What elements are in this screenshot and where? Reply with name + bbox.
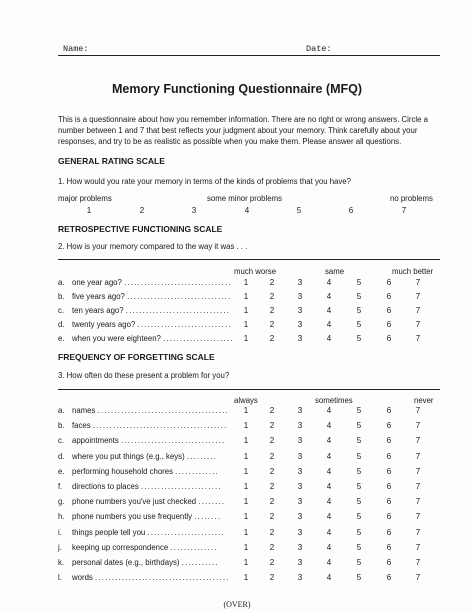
item-text: appointments: [72, 436, 119, 446]
item-label: [72, 452, 217, 461]
freq-question: 3. How often do these present a problem for you?: [58, 371, 230, 380]
scale-option[interactable]: 6: [386, 512, 392, 522]
leader-dots: .........: [186, 451, 218, 461]
scale-option[interactable]: 1: [243, 436, 249, 446]
scale-option[interactable]: 5: [356, 558, 362, 567]
general-option[interactable]: 6: [348, 206, 354, 215]
date-label: Date:: [306, 44, 332, 54]
retro-anchor-left: much worse: [234, 267, 277, 276]
item-label: [72, 573, 230, 582]
item-label: [72, 292, 231, 301]
retro-row: [0, 278, 474, 292]
scale-option[interactable]: 6: [386, 573, 392, 583]
scale-option[interactable]: 3: [297, 497, 303, 507]
item-text: names: [72, 406, 96, 415]
freq-anchor-right: never: [414, 396, 434, 405]
leader-dots: .....................: [163, 334, 234, 343]
scale-option[interactable]: 5: [356, 542, 362, 552]
item-letter: g.: [58, 497, 65, 507]
scale-option[interactable]: 7: [415, 320, 421, 329]
scale-option[interactable]: 3: [297, 292, 303, 301]
scale-option[interactable]: 2: [269, 421, 275, 431]
item-text: keeping up correspondence: [72, 542, 169, 552]
retro-row: [0, 292, 474, 306]
freq-row: [0, 482, 474, 496]
scale-option[interactable]: 2: [269, 466, 275, 476]
freq-rule: [58, 389, 440, 390]
scale-option[interactable]: 7: [415, 558, 421, 567]
scale-option[interactable]: 3: [297, 512, 303, 522]
item-letter: b.: [58, 292, 65, 301]
general-scale: [0, 206, 474, 220]
scale-option[interactable]: 3: [297, 451, 303, 461]
item-label: [72, 436, 225, 445]
general-anchor-left: major problems: [58, 194, 112, 203]
item-letter: c.: [58, 436, 65, 446]
general-option[interactable]: 2: [139, 206, 145, 215]
item-text: performing household chores: [72, 466, 173, 476]
scale-option[interactable]: 5: [356, 421, 362, 431]
scale-option[interactable]: 1: [243, 451, 249, 461]
item-label: [72, 320, 232, 329]
leader-dots: .......................................: [97, 406, 229, 415]
intro-line-3: responses, and try to be as realistic as possible when you make them. Please answer all questions.: [58, 137, 402, 146]
scale-option[interactable]: 1: [243, 512, 249, 522]
scale-option[interactable]: 3: [297, 573, 303, 583]
item-text: where you put things (e.g., keys): [72, 451, 185, 461]
scale-option[interactable]: 7: [415, 406, 421, 415]
freq-row: [0, 436, 474, 450]
item-label: [72, 558, 219, 567]
scale-option[interactable]: 3: [297, 421, 303, 431]
scale-option[interactable]: 5: [356, 482, 362, 491]
scale-option[interactable]: 7: [415, 451, 421, 461]
leader-dots: ........: [194, 512, 222, 522]
freq-row: [0, 467, 474, 481]
general-option[interactable]: 3: [191, 206, 197, 215]
scale-option[interactable]: 5: [356, 512, 362, 522]
item-label: [72, 406, 229, 415]
item-label: [72, 528, 225, 537]
retro-heading: RETROSPECTIVE FUNCTIONING SCALE: [58, 224, 223, 234]
scale-option[interactable]: 1: [243, 306, 249, 315]
scale-option[interactable]: 2: [269, 278, 275, 287]
item-letter: h.: [58, 512, 65, 522]
item-text: phone numbers you use frequently: [72, 512, 193, 522]
leader-dots: ................................: [124, 278, 232, 287]
item-letter: l.: [58, 573, 62, 583]
item-letter: a.: [58, 278, 65, 287]
item-letter: f.: [58, 482, 63, 491]
scale-option[interactable]: 4: [326, 558, 332, 567]
item-text: ten years ago?: [72, 306, 124, 315]
footer-over: (OVER): [223, 600, 251, 609]
item-letter: e.: [58, 466, 65, 476]
freq-row: [0, 421, 474, 435]
scale-option[interactable]: 7: [415, 334, 421, 343]
general-option[interactable]: 4: [244, 206, 250, 215]
item-letter: d.: [58, 320, 65, 329]
item-text: faces: [72, 421, 91, 431]
scale-option[interactable]: 6: [386, 278, 392, 287]
scale-option[interactable]: 5: [356, 451, 362, 461]
scale-option[interactable]: 1: [243, 334, 249, 343]
item-label: [72, 278, 232, 287]
scale-option[interactable]: 4: [326, 542, 332, 552]
intro-line-1: This is a questionnaire about how you remember information. There are no right or wrong answers. Circle a: [58, 115, 428, 124]
item-label: [72, 334, 234, 343]
freq-row: [0, 528, 474, 542]
leader-dots: ........................: [140, 482, 222, 491]
retro-row: [0, 320, 474, 334]
scale-option[interactable]: 6: [386, 527, 392, 537]
scale-option[interactable]: 4: [326, 292, 332, 301]
item-text: phone numbers you've just checked: [72, 497, 197, 507]
scale-option[interactable]: 4: [326, 573, 332, 583]
item-text: personal dates (e.g., birthdays): [72, 558, 180, 567]
freq-row: [0, 558, 474, 572]
scale-option[interactable]: 6: [386, 497, 392, 507]
retro-row: [0, 306, 474, 320]
item-text: directions to places: [72, 482, 139, 491]
scale-option[interactable]: 6: [386, 334, 392, 343]
freq-row: [0, 497, 474, 511]
scale-option[interactable]: 1: [243, 527, 249, 537]
scale-option[interactable]: 3: [297, 406, 303, 415]
item-text: things people tell you: [72, 527, 146, 537]
freq-row: [0, 406, 474, 420]
scale-option[interactable]: 1: [243, 558, 249, 567]
scale-option[interactable]: 4: [326, 436, 332, 446]
scale-option[interactable]: 3: [297, 527, 303, 537]
scale-option[interactable]: 7: [415, 512, 421, 522]
scale-option[interactable]: 3: [297, 306, 303, 315]
retro-anchor-right: much better: [392, 267, 434, 276]
leader-dots: ........................................: [92, 421, 228, 431]
scale-option[interactable]: 5: [356, 527, 362, 537]
scale-option[interactable]: 6: [386, 451, 392, 461]
item-letter: a.: [58, 406, 65, 415]
scale-option[interactable]: 5: [356, 497, 362, 507]
item-text: five years ago?: [72, 292, 125, 301]
scale-option[interactable]: 4: [326, 466, 332, 476]
general-option[interactable]: 7: [401, 206, 407, 215]
scale-option[interactable]: 2: [269, 542, 275, 552]
scale-option[interactable]: 4: [326, 406, 332, 415]
item-label: [72, 543, 218, 552]
leader-dots: ............................: [137, 320, 232, 329]
name-label: Name:: [63, 44, 89, 54]
scale-option[interactable]: 7: [415, 573, 421, 583]
freq-row: [0, 573, 474, 587]
scale-option[interactable]: 2: [269, 512, 275, 522]
scale-option[interactable]: 5: [356, 320, 362, 329]
scale-option[interactable]: 6: [386, 482, 392, 491]
scale-option[interactable]: 6: [386, 306, 392, 315]
scale-option[interactable]: 2: [269, 558, 275, 567]
retro-question: 2. How is your memory compared to the way it was . . .: [58, 242, 248, 251]
scale-option[interactable]: 3: [297, 466, 303, 476]
leader-dots: ........: [198, 497, 226, 507]
item-label: [72, 497, 225, 506]
leader-dots: .......................: [147, 527, 225, 537]
item-letter: c.: [58, 306, 65, 315]
item-letter: j.: [58, 542, 62, 552]
leader-dots: ...............................: [127, 292, 232, 301]
item-letter: e.: [58, 334, 65, 343]
scale-option[interactable]: 3: [297, 482, 303, 491]
page-title: Memory Functioning Questionnaire (MFQ): [112, 82, 362, 96]
scale-option[interactable]: 4: [326, 451, 332, 461]
scale-option[interactable]: 6: [386, 320, 392, 329]
scale-option[interactable]: 4: [326, 497, 332, 507]
scale-option[interactable]: 2: [269, 497, 275, 507]
scale-option[interactable]: 7: [415, 527, 421, 537]
scale-option[interactable]: 3: [297, 436, 303, 446]
leader-dots: ..............: [170, 542, 218, 552]
item-label: [72, 306, 230, 315]
retro-row: [0, 334, 474, 348]
leader-dots: ...............................: [125, 306, 231, 315]
item-label: [72, 512, 221, 521]
item-text: when you were eighteen?: [72, 334, 161, 343]
freq-heading: FREQUENCY OF FORGETTING SCALE: [58, 352, 215, 362]
scale-option[interactable]: 7: [415, 292, 421, 301]
scale-option[interactable]: 2: [269, 573, 275, 583]
item-text: one year ago?: [72, 278, 122, 287]
item-text: twenty years ago?: [72, 320, 136, 329]
item-label: [72, 467, 219, 476]
general-heading: GENERAL RATING SCALE: [58, 156, 165, 166]
scale-option[interactable]: 4: [326, 320, 332, 329]
general-anchor-right: no problems: [390, 194, 433, 203]
item-label: [72, 421, 227, 430]
general-question: 1. How would you rate your memory in terms of the kinds of problems that you have?: [58, 177, 351, 186]
scale-option[interactable]: 4: [326, 527, 332, 537]
item-letter: i.: [58, 527, 62, 537]
intro-line-2: number between 1 and 7 that best reflects your judgment about your memory. Think carefully about your: [58, 126, 418, 135]
scale-option[interactable]: 6: [386, 542, 392, 552]
scale-option[interactable]: 3: [297, 558, 303, 567]
scale-option[interactable]: 1: [243, 466, 249, 476]
scale-option[interactable]: 2: [269, 451, 275, 461]
scale-option[interactable]: 2: [269, 334, 275, 343]
freq-row: [0, 543, 474, 557]
item-label: [72, 482, 222, 491]
scale-option[interactable]: 7: [415, 497, 421, 507]
freq-row: [0, 452, 474, 466]
retro-rule: [58, 259, 440, 260]
scale-option[interactable]: 2: [269, 482, 275, 491]
scale-option[interactable]: 6: [386, 421, 392, 431]
scale-option[interactable]: 4: [326, 334, 332, 343]
general-anchor-mid: some minor problems: [207, 194, 282, 203]
scale-option[interactable]: 7: [415, 466, 421, 476]
scale-option[interactable]: 5: [356, 278, 362, 287]
scale-option[interactable]: 1: [243, 292, 249, 301]
scale-option[interactable]: 6: [386, 292, 392, 301]
scale-option[interactable]: 6: [386, 558, 392, 567]
item-letter: b.: [58, 421, 65, 431]
scale-option[interactable]: 7: [415, 421, 421, 431]
scale-option[interactable]: 3: [297, 320, 303, 329]
scale-option[interactable]: 5: [356, 334, 362, 343]
scale-option[interactable]: 1: [243, 497, 249, 507]
scale-option[interactable]: 1: [243, 482, 249, 491]
scale-option[interactable]: 1: [243, 406, 249, 415]
item-text: words: [72, 573, 93, 583]
scale-option[interactable]: 2: [269, 527, 275, 537]
scale-option[interactable]: 6: [386, 436, 392, 446]
scale-option[interactable]: 3: [297, 542, 303, 552]
scale-option[interactable]: 2: [269, 320, 275, 329]
scale-option[interactable]: 7: [415, 542, 421, 552]
general-option[interactable]: 1: [86, 206, 92, 215]
scale-option[interactable]: 7: [415, 436, 421, 446]
scale-option[interactable]: 3: [297, 334, 303, 343]
leader-dots: ........................................: [94, 573, 230, 583]
scale-option[interactable]: 1: [243, 542, 249, 552]
scale-option[interactable]: 1: [243, 573, 249, 583]
scale-option[interactable]: 7: [415, 306, 421, 315]
scale-option[interactable]: 2: [269, 436, 275, 446]
scale-option[interactable]: 5: [356, 436, 362, 446]
scale-option[interactable]: 4: [326, 306, 332, 315]
scale-option[interactable]: 4: [326, 512, 332, 522]
leader-dots: .............: [175, 466, 219, 476]
scale-option[interactable]: 4: [326, 278, 332, 287]
leader-dots: ...............................: [120, 436, 226, 446]
scale-option[interactable]: 5: [356, 466, 362, 476]
scale-option[interactable]: 4: [326, 482, 332, 491]
item-letter: k.: [58, 558, 65, 567]
scale-option[interactable]: 5: [356, 306, 362, 315]
item-letter: d.: [58, 451, 65, 461]
general-option[interactable]: 5: [296, 206, 302, 215]
scale-option[interactable]: 5: [356, 573, 362, 583]
freq-anchor-left: always: [234, 396, 258, 405]
scale-option[interactable]: 7: [415, 278, 421, 287]
scale-option[interactable]: 2: [269, 306, 275, 315]
scale-option[interactable]: 5: [356, 292, 362, 301]
header-rule: [58, 55, 440, 56]
scale-option[interactable]: 4: [326, 421, 332, 431]
scale-option[interactable]: 1: [243, 278, 249, 287]
scale-option[interactable]: 6: [386, 406, 392, 415]
freq-row: [0, 512, 474, 526]
scale-option[interactable]: 5: [356, 406, 362, 415]
scale-option[interactable]: 6: [386, 466, 392, 476]
scale-option[interactable]: 7: [415, 482, 421, 491]
scale-option[interactable]: 1: [243, 421, 249, 431]
scale-option[interactable]: 1: [243, 320, 249, 329]
leader-dots: ...........: [181, 558, 219, 567]
scale-option[interactable]: 2: [269, 292, 275, 301]
retro-anchor-mid: same: [325, 267, 345, 276]
freq-anchor-mid: sometimes: [315, 396, 353, 405]
scale-option[interactable]: 2: [269, 406, 275, 415]
scale-option[interactable]: 3: [297, 278, 303, 287]
